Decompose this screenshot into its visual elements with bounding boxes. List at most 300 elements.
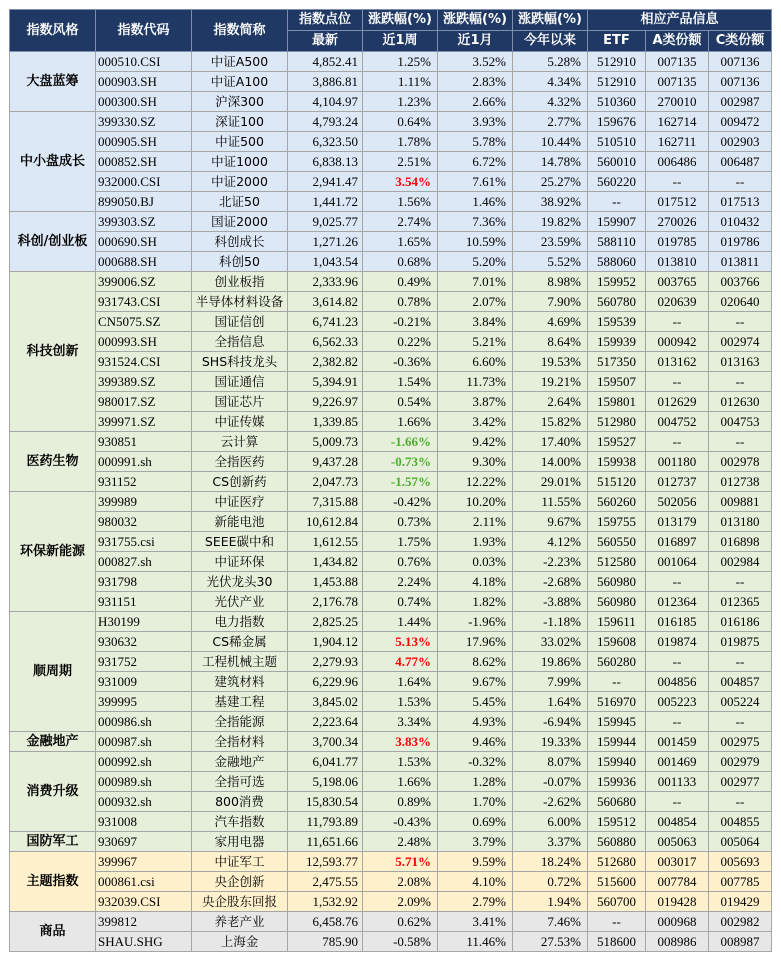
a-share-code-cell: --: [646, 652, 709, 672]
change-ytd-cell: 2.64%: [513, 392, 588, 412]
change-month-cell: 0.03%: [438, 552, 513, 572]
change-month-cell: 3.42%: [438, 412, 513, 432]
etf-code-cell: 159527: [588, 432, 646, 452]
change-ytd-cell: 27.53%: [513, 932, 588, 952]
index-level-cell: 2,382.82: [288, 352, 363, 372]
c-share-code-cell: 007136: [709, 52, 772, 72]
table-row: [10, 292, 772, 312]
index-level-cell: 12,593.77: [288, 852, 363, 872]
change-ytd-cell: 11.55%: [513, 492, 588, 512]
index-code-cell: 931009: [96, 672, 192, 692]
a-share-code-cell: 017512: [646, 192, 709, 212]
a-share-code-cell: 162711: [646, 132, 709, 152]
style-group-label: 科技创新: [10, 272, 96, 432]
etf-code-cell: 159512: [588, 812, 646, 832]
change-month-cell: 2.66%: [438, 92, 513, 112]
index-name-cell: 北证50: [192, 192, 288, 212]
etf-code-cell: 560280: [588, 652, 646, 672]
change-week-cell: 5.13%: [363, 632, 438, 652]
index-name-cell: 汽车指数: [192, 812, 288, 832]
change-month-cell: 9.46%: [438, 732, 513, 752]
change-week-cell: 0.49%: [363, 272, 438, 292]
etf-code-cell: 159608: [588, 632, 646, 652]
a-share-code-cell: 000942: [646, 332, 709, 352]
index-code-cell: 000992.sh: [96, 752, 192, 772]
a-share-code-cell: --: [646, 792, 709, 812]
change-ytd-cell: 9.67%: [513, 512, 588, 532]
style-group-label: 商品: [10, 912, 96, 952]
change-month-cell: 17.96%: [438, 632, 513, 652]
c-share-code-cell: 004857: [709, 672, 772, 692]
etf-code-cell: 588060: [588, 252, 646, 272]
table-row: [10, 552, 772, 572]
c-share-code-cell: 016186: [709, 612, 772, 632]
table-row: [10, 832, 772, 852]
etf-code-cell: 159938: [588, 452, 646, 472]
c-share-code-cell: 013180: [709, 512, 772, 532]
c-share-code-cell: 005224: [709, 692, 772, 712]
index-code-cell: 000987.sh: [96, 732, 192, 752]
index-code-cell: 931752: [96, 652, 192, 672]
index-code-cell: 399989: [96, 492, 192, 512]
c-share-code-cell: 009472: [709, 112, 772, 132]
c-share-code-cell: 019429: [709, 892, 772, 912]
index-code-cell: 932000.CSI: [96, 172, 192, 192]
table-row: [10, 312, 772, 332]
index-level-cell: 5,394.91: [288, 372, 363, 392]
change-month-cell: 6.60%: [438, 352, 513, 372]
index-level-cell: 5,009.73: [288, 432, 363, 452]
c-share-code-cell: --: [709, 372, 772, 392]
change-ytd-cell: 19.53%: [513, 352, 588, 372]
change-week-cell: 0.22%: [363, 332, 438, 352]
header-ytd-sub: 今年以来: [513, 31, 588, 52]
table-row: [10, 912, 772, 932]
index-code-cell: 000989.sh: [96, 772, 192, 792]
etf-code-cell: 560680: [588, 792, 646, 812]
etf-code-cell: 512910: [588, 72, 646, 92]
table-row: [10, 732, 772, 752]
c-share-code-cell: 002978: [709, 452, 772, 472]
c-share-code-cell: 004753: [709, 412, 772, 432]
header-chg-ytd: 涨跌幅(%): [513, 10, 588, 31]
table-row: [10, 252, 772, 272]
index-name-cell: 家用电器: [192, 832, 288, 852]
change-month-cell: 1.82%: [438, 592, 513, 612]
change-week-cell: 3.83%: [363, 732, 438, 752]
a-share-code-cell: 019874: [646, 632, 709, 652]
a-share-code-cell: 001459: [646, 732, 709, 752]
index-level-cell: 2,047.73: [288, 472, 363, 492]
index-name-cell: 中证医疗: [192, 492, 288, 512]
etf-code-cell: 588110: [588, 232, 646, 252]
change-week-cell: 2.74%: [363, 212, 438, 232]
index-name-cell: 国证信创: [192, 312, 288, 332]
index-level-cell: 1,532.92: [288, 892, 363, 912]
table-row: [10, 672, 772, 692]
change-week-cell: -0.58%: [363, 932, 438, 952]
etf-code-cell: 159940: [588, 752, 646, 772]
index-code-cell: H30199: [96, 612, 192, 632]
index-code-cell: 399303.SZ: [96, 212, 192, 232]
etf-code-cell: 510510: [588, 132, 646, 152]
index-level-cell: 1,271.26: [288, 232, 363, 252]
change-week-cell: -0.21%: [363, 312, 438, 332]
header-code: 指数代码: [96, 10, 192, 52]
change-ytd-cell: 8.98%: [513, 272, 588, 292]
c-share-code-cell: 002974: [709, 332, 772, 352]
index-level-cell: 3,886.81: [288, 72, 363, 92]
change-ytd-cell: 0.72%: [513, 872, 588, 892]
change-ytd-cell: 7.90%: [513, 292, 588, 312]
table-row: [10, 872, 772, 892]
table-row: [10, 612, 772, 632]
change-ytd-cell: 19.82%: [513, 212, 588, 232]
c-share-code-cell: --: [709, 172, 772, 192]
c-share-code-cell: --: [709, 572, 772, 592]
index-name-cell: 全指信息: [192, 332, 288, 352]
index-code-cell: 399330.SZ: [96, 112, 192, 132]
a-share-code-cell: 004854: [646, 812, 709, 832]
c-share-code-cell: 012365: [709, 592, 772, 612]
c-share-code-cell: 006487: [709, 152, 772, 172]
index-code-cell: 399006.SZ: [96, 272, 192, 292]
c-share-code-cell: 017513: [709, 192, 772, 212]
index-code-cell: 932039.CSI: [96, 892, 192, 912]
a-share-code-cell: 005223: [646, 692, 709, 712]
index-name-cell: 光伏产业: [192, 592, 288, 612]
c-share-code-cell: 002984: [709, 552, 772, 572]
c-share-code-cell: 012630: [709, 392, 772, 412]
index-level-cell: 5,198.06: [288, 772, 363, 792]
index-name-cell: 中证2000: [192, 172, 288, 192]
table-row: [10, 112, 772, 132]
etf-code-cell: 560010: [588, 152, 646, 172]
index-code-cell: 930851: [96, 432, 192, 452]
change-week-cell: 4.77%: [363, 652, 438, 672]
index-level-cell: 15,830.54: [288, 792, 363, 812]
a-share-code-cell: 016185: [646, 612, 709, 632]
etf-code-cell: 516970: [588, 692, 646, 712]
index-level-cell: 1,453.88: [288, 572, 363, 592]
change-month-cell: 2.11%: [438, 512, 513, 532]
index-name-cell: CS稀金属: [192, 632, 288, 652]
change-week-cell: 1.23%: [363, 92, 438, 112]
index-name-cell: 央企创新: [192, 872, 288, 892]
change-week-cell: 5.71%: [363, 852, 438, 872]
change-week-cell: 2.48%: [363, 832, 438, 852]
change-week-cell: 2.24%: [363, 572, 438, 592]
c-share-code-cell: 004855: [709, 812, 772, 832]
etf-code-cell: 159907: [588, 212, 646, 232]
change-month-cell: 11.46%: [438, 932, 513, 952]
change-week-cell: -0.36%: [363, 352, 438, 372]
table-row: [10, 272, 772, 292]
header-level: 指数点位: [288, 10, 363, 31]
index-name-cell: 半导体材料设备: [192, 292, 288, 312]
change-ytd-cell: 5.28%: [513, 52, 588, 72]
index-code-cell: 000905.SH: [96, 132, 192, 152]
a-share-code-cell: 004752: [646, 412, 709, 432]
change-ytd-cell: 23.59%: [513, 232, 588, 252]
a-share-code-cell: 013810: [646, 252, 709, 272]
table-row: [10, 532, 772, 552]
index-name-cell: 中证A500: [192, 52, 288, 72]
index-level-cell: 1,904.12: [288, 632, 363, 652]
etf-code-cell: 159611: [588, 612, 646, 632]
a-share-code-cell: --: [646, 572, 709, 592]
etf-code-cell: 515600: [588, 872, 646, 892]
change-week-cell: 1.53%: [363, 692, 438, 712]
c-share-code-cell: 002979: [709, 752, 772, 772]
table-row: [10, 212, 772, 232]
table-row: [10, 52, 772, 72]
etf-code-cell: --: [588, 672, 646, 692]
header-style: 指数风格: [10, 10, 96, 52]
index-code-cell: 399967: [96, 852, 192, 872]
change-month-cell: 1.70%: [438, 792, 513, 812]
a-share-code-cell: 003765: [646, 272, 709, 292]
style-group-label: 医药生物: [10, 432, 96, 492]
index-name-cell: CS创新药: [192, 472, 288, 492]
a-share-code-cell: --: [646, 712, 709, 732]
index-code-cell: 930632: [96, 632, 192, 652]
change-month-cell: 6.72%: [438, 152, 513, 172]
index-name-cell: 全指材料: [192, 732, 288, 752]
change-month-cell: 3.41%: [438, 912, 513, 932]
change-month-cell: 9.30%: [438, 452, 513, 472]
change-month-cell: -0.32%: [438, 752, 513, 772]
change-week-cell: 1.11%: [363, 72, 438, 92]
c-share-code-cell: 009881: [709, 492, 772, 512]
index-code-cell: 399389.SZ: [96, 372, 192, 392]
a-share-code-cell: 019428: [646, 892, 709, 912]
change-ytd-cell: 7.99%: [513, 672, 588, 692]
index-name-cell: 科创50: [192, 252, 288, 272]
a-share-code-cell: 001469: [646, 752, 709, 772]
etf-code-cell: 159539: [588, 312, 646, 332]
change-week-cell: 0.68%: [363, 252, 438, 272]
a-share-code-cell: 001133: [646, 772, 709, 792]
c-share-code-cell: 012738: [709, 472, 772, 492]
change-ytd-cell: 4.69%: [513, 312, 588, 332]
index-code-cell: 931008: [96, 812, 192, 832]
c-share-code-cell: 005693: [709, 852, 772, 872]
table-row: [10, 652, 772, 672]
index-name-cell: 上海金: [192, 932, 288, 952]
c-share-code-cell: --: [709, 432, 772, 452]
change-ytd-cell: 29.01%: [513, 472, 588, 492]
table-row: [10, 392, 772, 412]
change-month-cell: 3.93%: [438, 112, 513, 132]
index-name-cell: 云计算: [192, 432, 288, 452]
index-level-cell: 2,333.96: [288, 272, 363, 292]
index-name-cell: 养老产业: [192, 912, 288, 932]
c-share-code-cell: 002982: [709, 912, 772, 932]
change-ytd-cell: 7.46%: [513, 912, 588, 932]
index-level-cell: 1,339.85: [288, 412, 363, 432]
change-week-cell: -1.66%: [363, 432, 438, 452]
change-month-cell: 2.07%: [438, 292, 513, 312]
etf-code-cell: 517350: [588, 352, 646, 372]
etf-code-cell: 159507: [588, 372, 646, 392]
index-name-cell: SEEE碳中和: [192, 532, 288, 552]
change-week-cell: 1.75%: [363, 532, 438, 552]
change-ytd-cell: 6.00%: [513, 812, 588, 832]
a-share-code-cell: 019785: [646, 232, 709, 252]
index-level-cell: 2,825.25: [288, 612, 363, 632]
index-code-cell: 899050.BJ: [96, 192, 192, 212]
table-row: [10, 172, 772, 192]
index-name-cell: 央企股东回报: [192, 892, 288, 912]
etf-code-cell: 515120: [588, 472, 646, 492]
index-level-cell: 3,614.82: [288, 292, 363, 312]
index-name-cell: 科创成长: [192, 232, 288, 252]
table-row: [10, 92, 772, 112]
change-ytd-cell: 19.21%: [513, 372, 588, 392]
a-share-code-cell: 007135: [646, 52, 709, 72]
table-row: [10, 792, 772, 812]
style-group-label: 主题指数: [10, 852, 96, 912]
index-level-cell: 6,838.13: [288, 152, 363, 172]
index-level-cell: 1,612.55: [288, 532, 363, 552]
change-month-cell: 2.79%: [438, 892, 513, 912]
index-name-cell: 中证军工: [192, 852, 288, 872]
c-share-code-cell: 002903: [709, 132, 772, 152]
index-code-cell: 399971.SZ: [96, 412, 192, 432]
index-name-cell: 中证A100: [192, 72, 288, 92]
change-month-cell: 9.67%: [438, 672, 513, 692]
c-share-code-cell: 005064: [709, 832, 772, 852]
index-code-cell: 000510.CSI: [96, 52, 192, 72]
c-share-code-cell: --: [709, 792, 772, 812]
index-name-cell: 中证环保: [192, 552, 288, 572]
index-code-cell: SHAU.SHG: [96, 932, 192, 952]
index-code-cell: 000932.sh: [96, 792, 192, 812]
change-week-cell: 1.66%: [363, 412, 438, 432]
table-row: [10, 932, 772, 952]
change-month-cell: 12.22%: [438, 472, 513, 492]
a-share-code-cell: 012364: [646, 592, 709, 612]
index-name-cell: 创业板指: [192, 272, 288, 292]
etf-code-cell: 560980: [588, 592, 646, 612]
index-code-cell: 000861.csi: [96, 872, 192, 892]
index-code-cell: 000827.sh: [96, 552, 192, 572]
c-share-code-cell: 010432: [709, 212, 772, 232]
index-level-cell: 11,651.66: [288, 832, 363, 852]
index-level-cell: 1,434.82: [288, 552, 363, 572]
index-code-cell: 000852.SH: [96, 152, 192, 172]
a-share-code-cell: 013179: [646, 512, 709, 532]
a-share-code-cell: 006486: [646, 152, 709, 172]
c-share-code-cell: --: [709, 312, 772, 332]
header-chg-week: 涨跌幅(%): [363, 10, 438, 31]
index-level-cell: 2,223.64: [288, 712, 363, 732]
table-row: [10, 432, 772, 452]
change-ytd-cell: -6.94%: [513, 712, 588, 732]
index-name-cell: 国证芯片: [192, 392, 288, 412]
a-share-code-cell: 001180: [646, 452, 709, 472]
index-level-cell: 2,941.47: [288, 172, 363, 192]
change-week-cell: 0.74%: [363, 592, 438, 612]
change-week-cell: 0.73%: [363, 512, 438, 532]
change-week-cell: -0.73%: [363, 452, 438, 472]
index-performance-table: [9, 9, 772, 952]
index-name-cell: 全指可选: [192, 772, 288, 792]
change-month-cell: 5.78%: [438, 132, 513, 152]
index-name-cell: SHS科技龙头: [192, 352, 288, 372]
index-name-cell: 国证通信: [192, 372, 288, 392]
index-code-cell: 931524.CSI: [96, 352, 192, 372]
change-week-cell: 1.56%: [363, 192, 438, 212]
table-row: [10, 412, 772, 432]
change-ytd-cell: 18.24%: [513, 852, 588, 872]
table-header: [10, 10, 772, 52]
change-month-cell: 11.73%: [438, 372, 513, 392]
change-week-cell: 1.64%: [363, 672, 438, 692]
a-share-code-cell: 270010: [646, 92, 709, 112]
index-name-cell: 中证1000: [192, 152, 288, 172]
etf-code-cell: 510360: [588, 92, 646, 112]
a-share-code-cell: 007784: [646, 872, 709, 892]
change-ytd-cell: 25.27%: [513, 172, 588, 192]
change-week-cell: 1.66%: [363, 772, 438, 792]
index-code-cell: CN5075.SZ: [96, 312, 192, 332]
header-name: 指数简称: [192, 10, 288, 52]
table-row: [10, 492, 772, 512]
change-month-cell: 7.61%: [438, 172, 513, 192]
index-code-cell: 000688.SH: [96, 252, 192, 272]
header-level-sub: 最新: [288, 31, 363, 52]
change-ytd-cell: 38.92%: [513, 192, 588, 212]
style-group-label: 科创/创业板: [10, 212, 96, 272]
a-share-code-cell: 502056: [646, 492, 709, 512]
change-month-cell: 9.42%: [438, 432, 513, 452]
index-level-cell: 7,315.88: [288, 492, 363, 512]
style-group-label: 消费升级: [10, 752, 96, 832]
change-ytd-cell: -0.07%: [513, 772, 588, 792]
table-row: [10, 572, 772, 592]
a-share-code-cell: 162714: [646, 112, 709, 132]
change-ytd-cell: -3.88%: [513, 592, 588, 612]
header-chg-month: 涨跌幅(%): [438, 10, 513, 31]
index-level-cell: 9,437.28: [288, 452, 363, 472]
etf-code-cell: 159939: [588, 332, 646, 352]
change-week-cell: -0.43%: [363, 812, 438, 832]
index-level-cell: 9,226.97: [288, 392, 363, 412]
change-month-cell: 1.93%: [438, 532, 513, 552]
etf-code-cell: 159676: [588, 112, 646, 132]
change-week-cell: 0.54%: [363, 392, 438, 412]
change-week-cell: -0.42%: [363, 492, 438, 512]
change-ytd-cell: 4.34%: [513, 72, 588, 92]
a-share-code-cell: 008986: [646, 932, 709, 952]
style-group-label: 大盘蓝筹: [10, 52, 96, 112]
table-row: [10, 72, 772, 92]
index-name-cell: 800消费: [192, 792, 288, 812]
etf-code-cell: 560550: [588, 532, 646, 552]
index-level-cell: 10,612.84: [288, 512, 363, 532]
change-week-cell: 0.62%: [363, 912, 438, 932]
c-share-code-cell: 003766: [709, 272, 772, 292]
change-week-cell: 1.53%: [363, 752, 438, 772]
a-share-code-cell: --: [646, 172, 709, 192]
change-ytd-cell: 4.32%: [513, 92, 588, 112]
index-level-cell: 785.90: [288, 932, 363, 952]
change-ytd-cell: -2.23%: [513, 552, 588, 572]
index-code-cell: 000993.SH: [96, 332, 192, 352]
index-name-cell: 新能电池: [192, 512, 288, 532]
